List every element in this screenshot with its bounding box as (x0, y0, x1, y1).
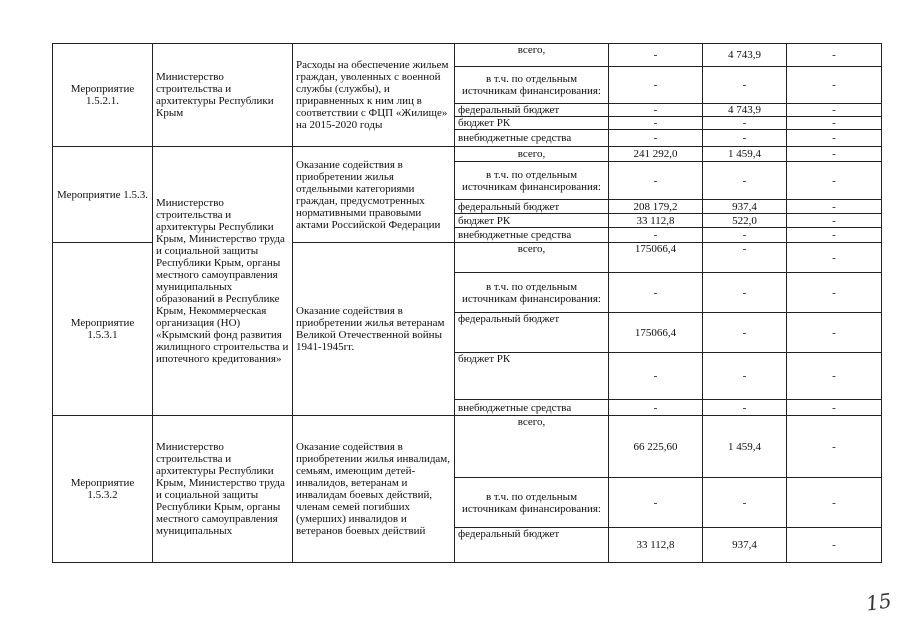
source-label: федеральный бюджет (455, 528, 609, 563)
value-cell: 937,4 (703, 200, 787, 214)
value-cell: - (787, 478, 882, 528)
value-cell: - (703, 478, 787, 528)
source-label: внебюджетные средства (455, 130, 609, 147)
value-cell: - (787, 162, 882, 200)
value-cell: - (787, 353, 882, 400)
funding-table (52, 43, 882, 563)
event-cell: Мероприятие 1.5.3. (53, 147, 153, 243)
value-cell: - (787, 528, 882, 563)
value-cell: - (703, 117, 787, 130)
table-row (53, 147, 882, 162)
value-cell: - (787, 130, 882, 147)
value-cell: - (703, 400, 787, 416)
value-cell: - (609, 400, 703, 416)
value-cell: - (703, 353, 787, 400)
value-cell: - (703, 313, 787, 353)
event-cell: Мероприятие 1.5.3.1 (53, 243, 153, 416)
value-cell: - (609, 273, 703, 313)
source-label: в т.ч. по отдельным источникам финансирования: (455, 273, 609, 313)
source-label: бюджет РК (455, 117, 609, 130)
value-cell: - (787, 67, 882, 104)
page-number: 15 (864, 588, 893, 616)
source-label: федеральный бюджет (455, 104, 609, 117)
source-label: в т.ч. по отдельным источникам финансирования: (455, 67, 609, 104)
description-cell: Оказание содействия в приобретении жилья отдельными категориями граждан, предусмотренных нормативными правовыми актами Российской Федерации (293, 147, 455, 243)
source-label: федеральный бюджет (455, 313, 609, 353)
value-cell: - (787, 117, 882, 130)
value-cell: - (703, 243, 787, 273)
value-cell: 937,4 (703, 528, 787, 563)
value-cell: - (609, 353, 703, 400)
source-label: в т.ч. по отдельным источникам финансирования: (455, 162, 609, 200)
description-cell: Оказание содействия в приобретении жилья инвалидам, семьям, имеющим детей-инвалидов, ветеранам и инвалидам боевых действий, членам семей погибших (умерших) инвалидов и ветеранов боевых действий (293, 416, 455, 563)
value-cell: - (787, 313, 882, 353)
source-label: всего, (455, 44, 609, 67)
source-label: бюджет РК (455, 353, 609, 400)
value-cell: - (703, 273, 787, 313)
table-row (53, 44, 882, 67)
value-cell: - (609, 44, 703, 67)
value-cell: 241 292,0 (609, 147, 703, 162)
value-cell: 66 225,60 (609, 416, 703, 478)
value-cell: - (703, 162, 787, 200)
source-label: в т.ч. по отдельным источникам финансирования: (455, 478, 609, 528)
value-cell: - (787, 228, 882, 243)
value-cell: - (703, 228, 787, 243)
value-cell: 1 459,4 (703, 147, 787, 162)
source-label: всего, (455, 147, 609, 162)
value-cell: - (609, 130, 703, 147)
value-cell: - (787, 243, 882, 273)
value-cell: - (787, 416, 882, 478)
value-cell: - (787, 200, 882, 214)
value-cell: 175066,4 (609, 313, 703, 353)
value-cell: - (787, 147, 882, 162)
value-cell: - (609, 117, 703, 130)
value-cell: 522,0 (703, 214, 787, 228)
value-cell: - (609, 478, 703, 528)
value-cell: 175066,4 (609, 243, 703, 273)
source-label: всего, (455, 416, 609, 478)
event-cell: Мероприятие 1.5.3.2 (53, 416, 153, 563)
value-cell: 208 179,2 (609, 200, 703, 214)
table-row (53, 416, 882, 478)
value-cell: - (787, 273, 882, 313)
value-cell: - (703, 67, 787, 104)
value-cell: 33 112,8 (609, 214, 703, 228)
source-label: внебюджетные средства (455, 400, 609, 416)
agency-cell: Министерство строительства и архитектуры Республики Крым (153, 44, 293, 147)
value-cell: - (609, 228, 703, 243)
value-cell: - (703, 130, 787, 147)
description-cell: Расходы на обеспечение жильем граждан, уволенных с военной службы (службы), и приравненных к ним лиц в соответствии с ФЦП «Жилище» на 2015-2020 годы (293, 44, 455, 147)
event-cell: Мероприятие 1.5.2.1. (53, 44, 153, 147)
source-label: внебюджетные средства (455, 228, 609, 243)
value-cell: - (609, 104, 703, 117)
source-label: всего, (455, 243, 609, 273)
value-cell: - (787, 214, 882, 228)
value-cell: - (609, 67, 703, 104)
value-cell: 4 743,9 (703, 104, 787, 117)
agency-cell: Министерство строительства и архитектуры Республики Крым, Министерство труда и социальной защиты Республики Крым, органы местного самоуправления муниципальных образований в Республике Крым, Некоммерческая организация (НО) «Крымский фонд развития жилищного строительства и ипотечного кредитования» (153, 147, 293, 416)
value-cell: 33 112,8 (609, 528, 703, 563)
description-cell: Оказание содействия в приобретении жилья ветеранам Великой Отечественной войны 1941-1945гг. (293, 243, 455, 416)
value-cell: - (609, 162, 703, 200)
value-cell: - (787, 104, 882, 117)
value-cell: - (787, 44, 882, 67)
value-cell: 1 459,4 (703, 416, 787, 478)
source-label: федеральный бюджет (455, 200, 609, 214)
value-cell: 4 743,9 (703, 44, 787, 67)
value-cell: - (787, 400, 882, 416)
source-label: бюджет РК (455, 214, 609, 228)
agency-cell: Министерство строительства и архитектуры Республики Крым, Министерство труда и социальной защиты Республики Крым, органы местного самоуправления муниципальных (153, 416, 293, 563)
